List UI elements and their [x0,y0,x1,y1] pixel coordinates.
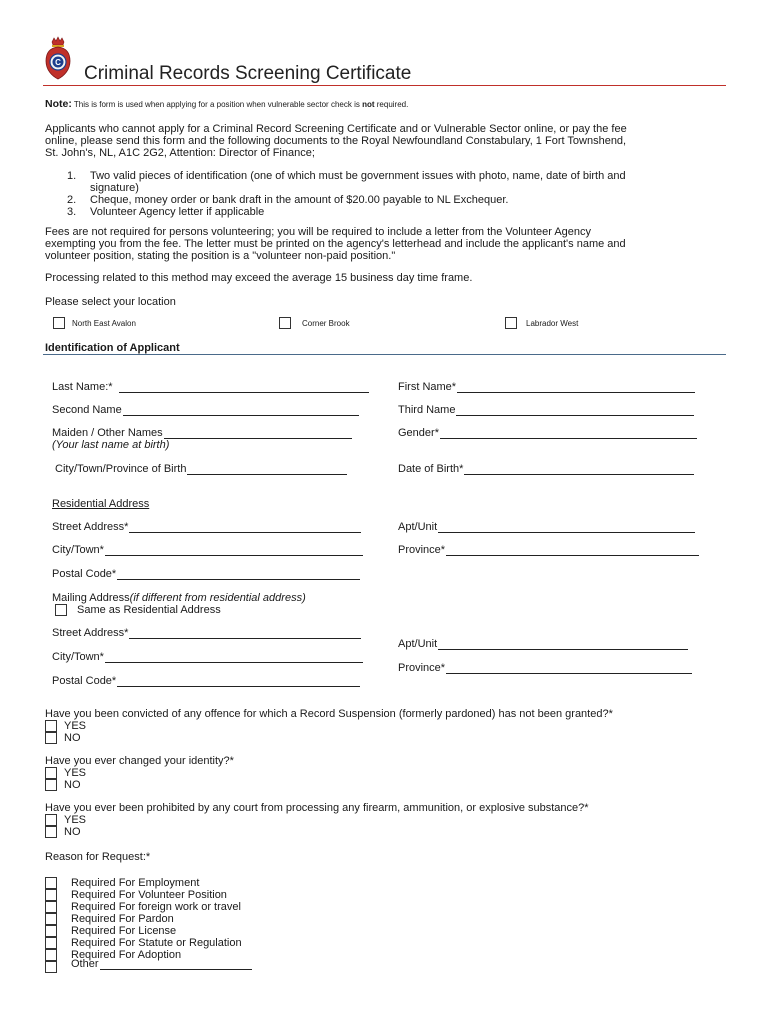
first-name-field[interactable] [398,381,695,393]
mailing-apt-field[interactable] [398,638,688,650]
residential-heading: Residential Address [52,498,150,510]
field-label: City/Town* [52,544,104,556]
residential-city-field[interactable] [52,544,363,556]
residential-province-field[interactable] [398,544,699,556]
intro-paragraph [45,123,627,159]
reason-label: Required For Volunteer Position [71,889,227,901]
same-as-residential-checkbox[interactable] [55,604,67,616]
field-label: Maiden / Other Names [52,427,163,439]
fees-paragraph [45,226,626,262]
residential-street-field[interactable] [52,521,361,533]
maiden-hint: (Your last name at birth) [52,439,170,451]
mailing-city-field[interactable] [52,651,363,663]
reason-checkbox-statute[interactable] [45,937,57,949]
list-item [67,206,626,218]
intro-line: Applicants who cannot apply for a Criminal Record Screening Certificate and or Vulnerable Sector online, or pay the fee [45,123,627,135]
mailing-province-field[interactable] [398,662,692,674]
reason-checkbox-license[interactable] [45,925,57,937]
mailing-label: Mailing Address [52,592,130,604]
reason-checkbox-employment[interactable] [45,877,57,889]
field-label: Postal Code* [52,568,117,580]
fees-line: Fees are not required for persons volunteering; you will be required to include a letter from the Volunteer Agency [45,226,592,238]
field-label: Date of Birth* [398,463,464,475]
residential-apt-field[interactable] [398,521,695,533]
field-label: Second Name [52,404,122,416]
reason-label: Required For Employment [71,877,200,889]
no-label: NO [64,826,81,838]
date-of-birth-field[interactable] [398,463,694,475]
reason-checkbox-other[interactable] [45,961,57,973]
police-crest-icon [44,36,72,82]
reason-checkbox-pardon[interactable] [45,913,57,925]
third-name-field[interactable] [398,404,694,416]
field-label: City/Town/Province of Birth [55,463,187,475]
yes-checkbox[interactable] [45,720,57,732]
location-prompt: Please select your location [45,296,176,308]
reason-checkbox-adoption[interactable] [45,949,57,961]
page-title: Criminal Records Screening Certificate [84,63,412,84]
mailing-postal-field[interactable] [52,675,360,687]
reason-label: Required For foreign work or travel [71,901,241,913]
residential-postal-field[interactable] [52,568,360,580]
reason-label: Required For License [71,925,177,937]
no-label: NO [64,732,81,744]
field-label: Postal Code* [52,675,117,687]
location-label: North East Avalon [72,319,136,328]
list-number: 2. [67,194,77,206]
intro-line: St. John's, NL, A1C 2G2, Attention: Director of Finance; [45,147,315,159]
section-rule [43,354,726,355]
list-text: signature) [90,182,139,194]
location-checkbox-labrador-west[interactable] [505,317,517,329]
reason-checkbox-foreign-work[interactable] [45,901,57,913]
yes-label: YES [64,720,87,732]
list-number: 1. [67,170,77,182]
yes-checkbox[interactable] [45,767,57,779]
location-checkbox-north-east-avalon[interactable] [53,317,65,329]
reason-checkbox-volunteer[interactable] [45,889,57,901]
field-label: Street Address* [52,627,129,639]
maiden-name-field[interactable] [52,427,352,439]
fees-line: volunteer position, stating the position is a "volunteer non-paid position." [45,250,396,262]
intro-line: online, please send this form and the following documents to the Royal Newfoundland Constabulary, 1 Fort Townshend, [45,135,627,147]
field-label: Last Name:* [52,381,113,393]
reason-label: Required For Pardon [71,913,174,925]
fees-line: exempting you from the fee. The letter must be printed on the agency's letterhead and include the applicant's name and [45,238,626,250]
list-number: 3. [67,206,77,218]
mailing-heading [52,592,306,604]
note [45,98,408,110]
mailing-hint: (if different from residential address) [129,592,306,604]
title-rule [43,85,726,86]
question-record-suspension: Have you been convicted of any offence for which a Record Suspension (formerly pardoned) has not been granted?* [45,708,613,720]
list-item [67,170,626,194]
last-name-field[interactable] [52,381,369,393]
note-text-after: required. [376,100,409,109]
no-checkbox[interactable] [45,779,57,791]
field-label: Province* [398,544,446,556]
reason-label: Required For Statute or Regulation [71,937,242,949]
question-changed-identity: Have you ever changed your identity?* [45,755,234,767]
location-label: Labrador West [526,319,579,328]
field-label: Gender* [398,427,439,439]
no-checkbox[interactable] [45,732,57,744]
field-label: First Name* [398,381,457,393]
list-text: Volunteer Agency letter if applicable [90,206,265,218]
field-label: Province* [398,662,446,674]
list-text: Two valid pieces of identification (one of which must be government issues with photo, name, date of birth and [90,170,626,182]
location-checkbox-corner-brook[interactable] [279,317,291,329]
birth-place-field[interactable] [55,463,347,475]
yes-label: YES [64,767,87,779]
svg-text:C: C [55,58,61,67]
reason-prompt: Reason for Request:* [45,851,151,863]
note-text-bold: not [362,100,375,109]
no-checkbox[interactable] [45,826,57,838]
second-name-field[interactable] [52,404,359,416]
no-label: NO [64,779,81,791]
mailing-street-field[interactable] [52,627,361,639]
question-firearm-prohibition: Have you ever been prohibited by any court from processing any firearm, ammunition, or explosive substance?* [45,802,589,814]
list-text: Cheque, money order or bank draft in the amount of $20.00 payable to NL Exchequer. [90,194,509,206]
reason-label: Required For Adoption [71,949,182,961]
field-label: Apt/Unit [398,638,438,650]
yes-label: YES [64,814,87,826]
field-label: Street Address* [52,521,129,533]
field-label: Apt/Unit [398,521,438,533]
list-item [67,194,626,206]
identification-heading: Identification of Applicant [45,342,180,354]
field-label: Third Name [398,404,456,416]
note-label: Note: [45,98,72,110]
yes-checkbox[interactable] [45,814,57,826]
same-as-residential-label: Same as Residential Address [77,604,221,616]
note-text-before: This is form is used when applying for a position when vulnerable sector check is [73,100,360,109]
gender-field[interactable] [398,427,697,439]
field-label: Other [71,958,99,970]
reason-other-field[interactable] [71,958,252,970]
field-label: City/Town* [52,651,104,663]
documents-list [67,170,626,218]
processing-text: Processing related to this method may exceed the average 15 business day time frame. [45,272,473,284]
location-label: Corner Brook [302,319,350,328]
